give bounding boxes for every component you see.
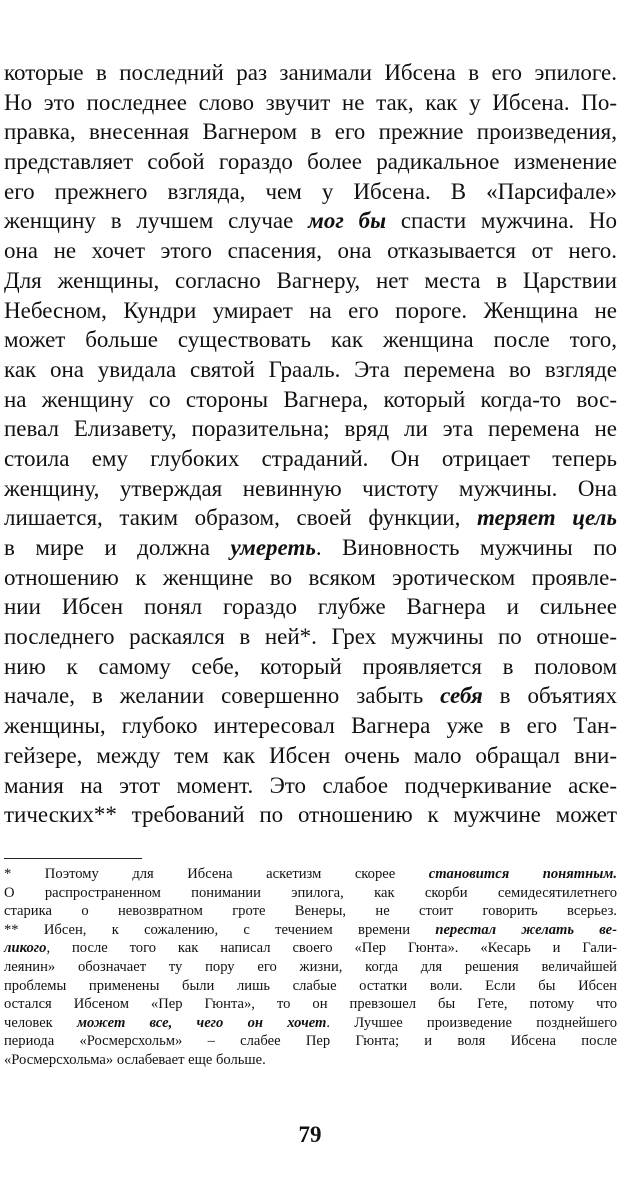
text-line (4, 444, 617, 474)
text-line (4, 652, 617, 682)
text-run: на женщину со стороны Вагнера, который когда-то вос- (4, 386, 617, 412)
footnote-line (4, 884, 617, 903)
text-run: которые в последний раз занимали Ибсена в его эпилоге. (4, 60, 617, 85)
text-run: гейзере, между тем как Ибсен очень мало обращал вни- (4, 742, 617, 768)
text-run: лишается, таким образом, своей функции, (4, 505, 477, 531)
footnote-rule (4, 858, 142, 859)
text-line (4, 503, 617, 533)
text-line (4, 592, 617, 622)
text-run: проблемы применены были лишь слабые остатки воли. Если бы Ибсен (4, 977, 617, 994)
text-run: певал Елизавету, поразительна; вряд ли эта перемена не (4, 416, 617, 442)
text-run: , после того как написал своего «Пер Гюнта». «Кесарь и Гали- (46, 940, 617, 957)
text-run: отношению к женщине во всяком эротическом проявле- (4, 564, 617, 590)
text-line (4, 563, 617, 593)
footnote-line (4, 1032, 617, 1051)
text-run: начале, в желании совершенно забыть (4, 683, 441, 709)
text-line (4, 800, 617, 830)
text-line (4, 681, 617, 711)
main-text (4, 58, 617, 830)
text-line (4, 741, 617, 771)
text-line (4, 325, 617, 355)
text-run: она не хочет этого спасения, она отказывается от него. (4, 238, 617, 264)
text-run: его прежнего взгляда, чем у Ибсена. В «Парсифале» (4, 178, 617, 204)
italic-text: может все, чего он хочет (77, 1014, 327, 1031)
italic-text: становится понятным. (428, 866, 617, 882)
text-run: в объятиях (482, 683, 617, 709)
text-line (4, 177, 617, 207)
text-run: стоила ему глубоких страданий. Он отрицает теперь (4, 445, 617, 471)
text-run: старика о невозвратном гроте Венеры, не стоит говорить всерьез. (4, 903, 617, 920)
italic-text: ликого (4, 940, 47, 957)
text-run: в мире и должна (4, 535, 231, 560)
text-run: О распространенном понимании эпилога, как скорби семидесятилетнего (4, 884, 617, 901)
italic-text: мог бы (308, 208, 387, 234)
text-line (4, 266, 617, 296)
text-line (4, 296, 617, 326)
text-run: тических** требований по отношению к мужчине может (4, 802, 617, 828)
text-line (4, 88, 617, 118)
italic-text: перестал желать ве- (435, 921, 617, 938)
text-run: ** Ибсен, к сожалению, с течением времени (4, 921, 436, 938)
text-line (4, 414, 617, 444)
text-line (4, 236, 617, 266)
text-run: нии Ибсен понял гораздо глубже Вагнера и сильнее (4, 594, 617, 620)
text-run: женщину, утверждая невинную чистоту мужчины. Она (4, 475, 617, 501)
italic-text: себя (440, 683, 483, 709)
text-run: представляет собой гораздо более радикальное изменение (4, 149, 617, 175)
text-line (4, 771, 617, 801)
footnote-line (4, 958, 617, 977)
footnote-line (4, 995, 617, 1014)
footnote-line (4, 921, 617, 940)
footnote-line (4, 977, 617, 996)
text-line (4, 474, 617, 504)
text-run: Небесном, Кундри умирает на его пороге. Женщина не (4, 297, 617, 323)
text-run: . Виновность мужчины по (315, 535, 618, 560)
text-line (4, 355, 617, 385)
text-line (4, 117, 617, 147)
text-run: остался Ибсеном «Пер Гюнта», то он превзошел бы Гете, потому что (4, 996, 617, 1013)
text-run: человек (4, 1014, 78, 1031)
text-line (4, 147, 617, 177)
footnote-line (4, 939, 617, 958)
footnote-line (4, 902, 617, 921)
text-line (4, 385, 617, 415)
footnote-line (4, 1014, 617, 1033)
text-line (4, 533, 617, 563)
text-line (4, 206, 617, 236)
text-run: последнего раскаялся в ней*. Грех мужчины по отноше- (4, 624, 617, 650)
text-run: правка, внесенная Вагнером в его прежние произведения, (4, 119, 617, 145)
text-line (4, 58, 617, 88)
footnotes (4, 865, 617, 1070)
footnote-line (4, 1051, 617, 1070)
text-run: женщину в лучшем случае (4, 208, 309, 234)
text-run: Для женщины, согласно Вагнеру, нет места в Царствии (4, 267, 617, 293)
italic-text: умереть (230, 535, 316, 560)
text-run: может больше существовать как женщина после того, (4, 327, 617, 353)
text-run: женщины, глубоко интересовал Вагнера уже в его Тан- (4, 713, 617, 739)
text-run: Но это последнее слово звучит не так, как у Ибсена. По- (4, 89, 617, 115)
text-line (4, 711, 617, 741)
page-number: 79 (298, 1122, 322, 1147)
text-run: «Росмерсхольма» ослабевает еще больше. (4, 1051, 266, 1068)
text-run: спасти мужчина. Но (386, 208, 618, 234)
footnote-line (4, 865, 617, 884)
text-line (4, 622, 617, 652)
text-run: периода «Росмерсхольм» – слабее Пер Гюнта; и воля Ибсена после (4, 1033, 617, 1050)
text-run: . Лучшее произведение позднейшего (326, 1014, 617, 1031)
italic-text: теряет цель (476, 505, 617, 531)
text-run: как она увидала святой Грааль. Эта перемена во взгляде (4, 356, 617, 382)
text-run: * Поэтому для Ибсена аскетизм скорее (4, 866, 429, 882)
text-run: нию к самому себе, который проявляется в половом (4, 653, 617, 679)
text-run: мания на этот момент. Это слабое подчеркивание аске- (4, 772, 617, 798)
text-run: леянин» обозначает ту пору его жизни, когда для решения величайшей (4, 958, 617, 975)
